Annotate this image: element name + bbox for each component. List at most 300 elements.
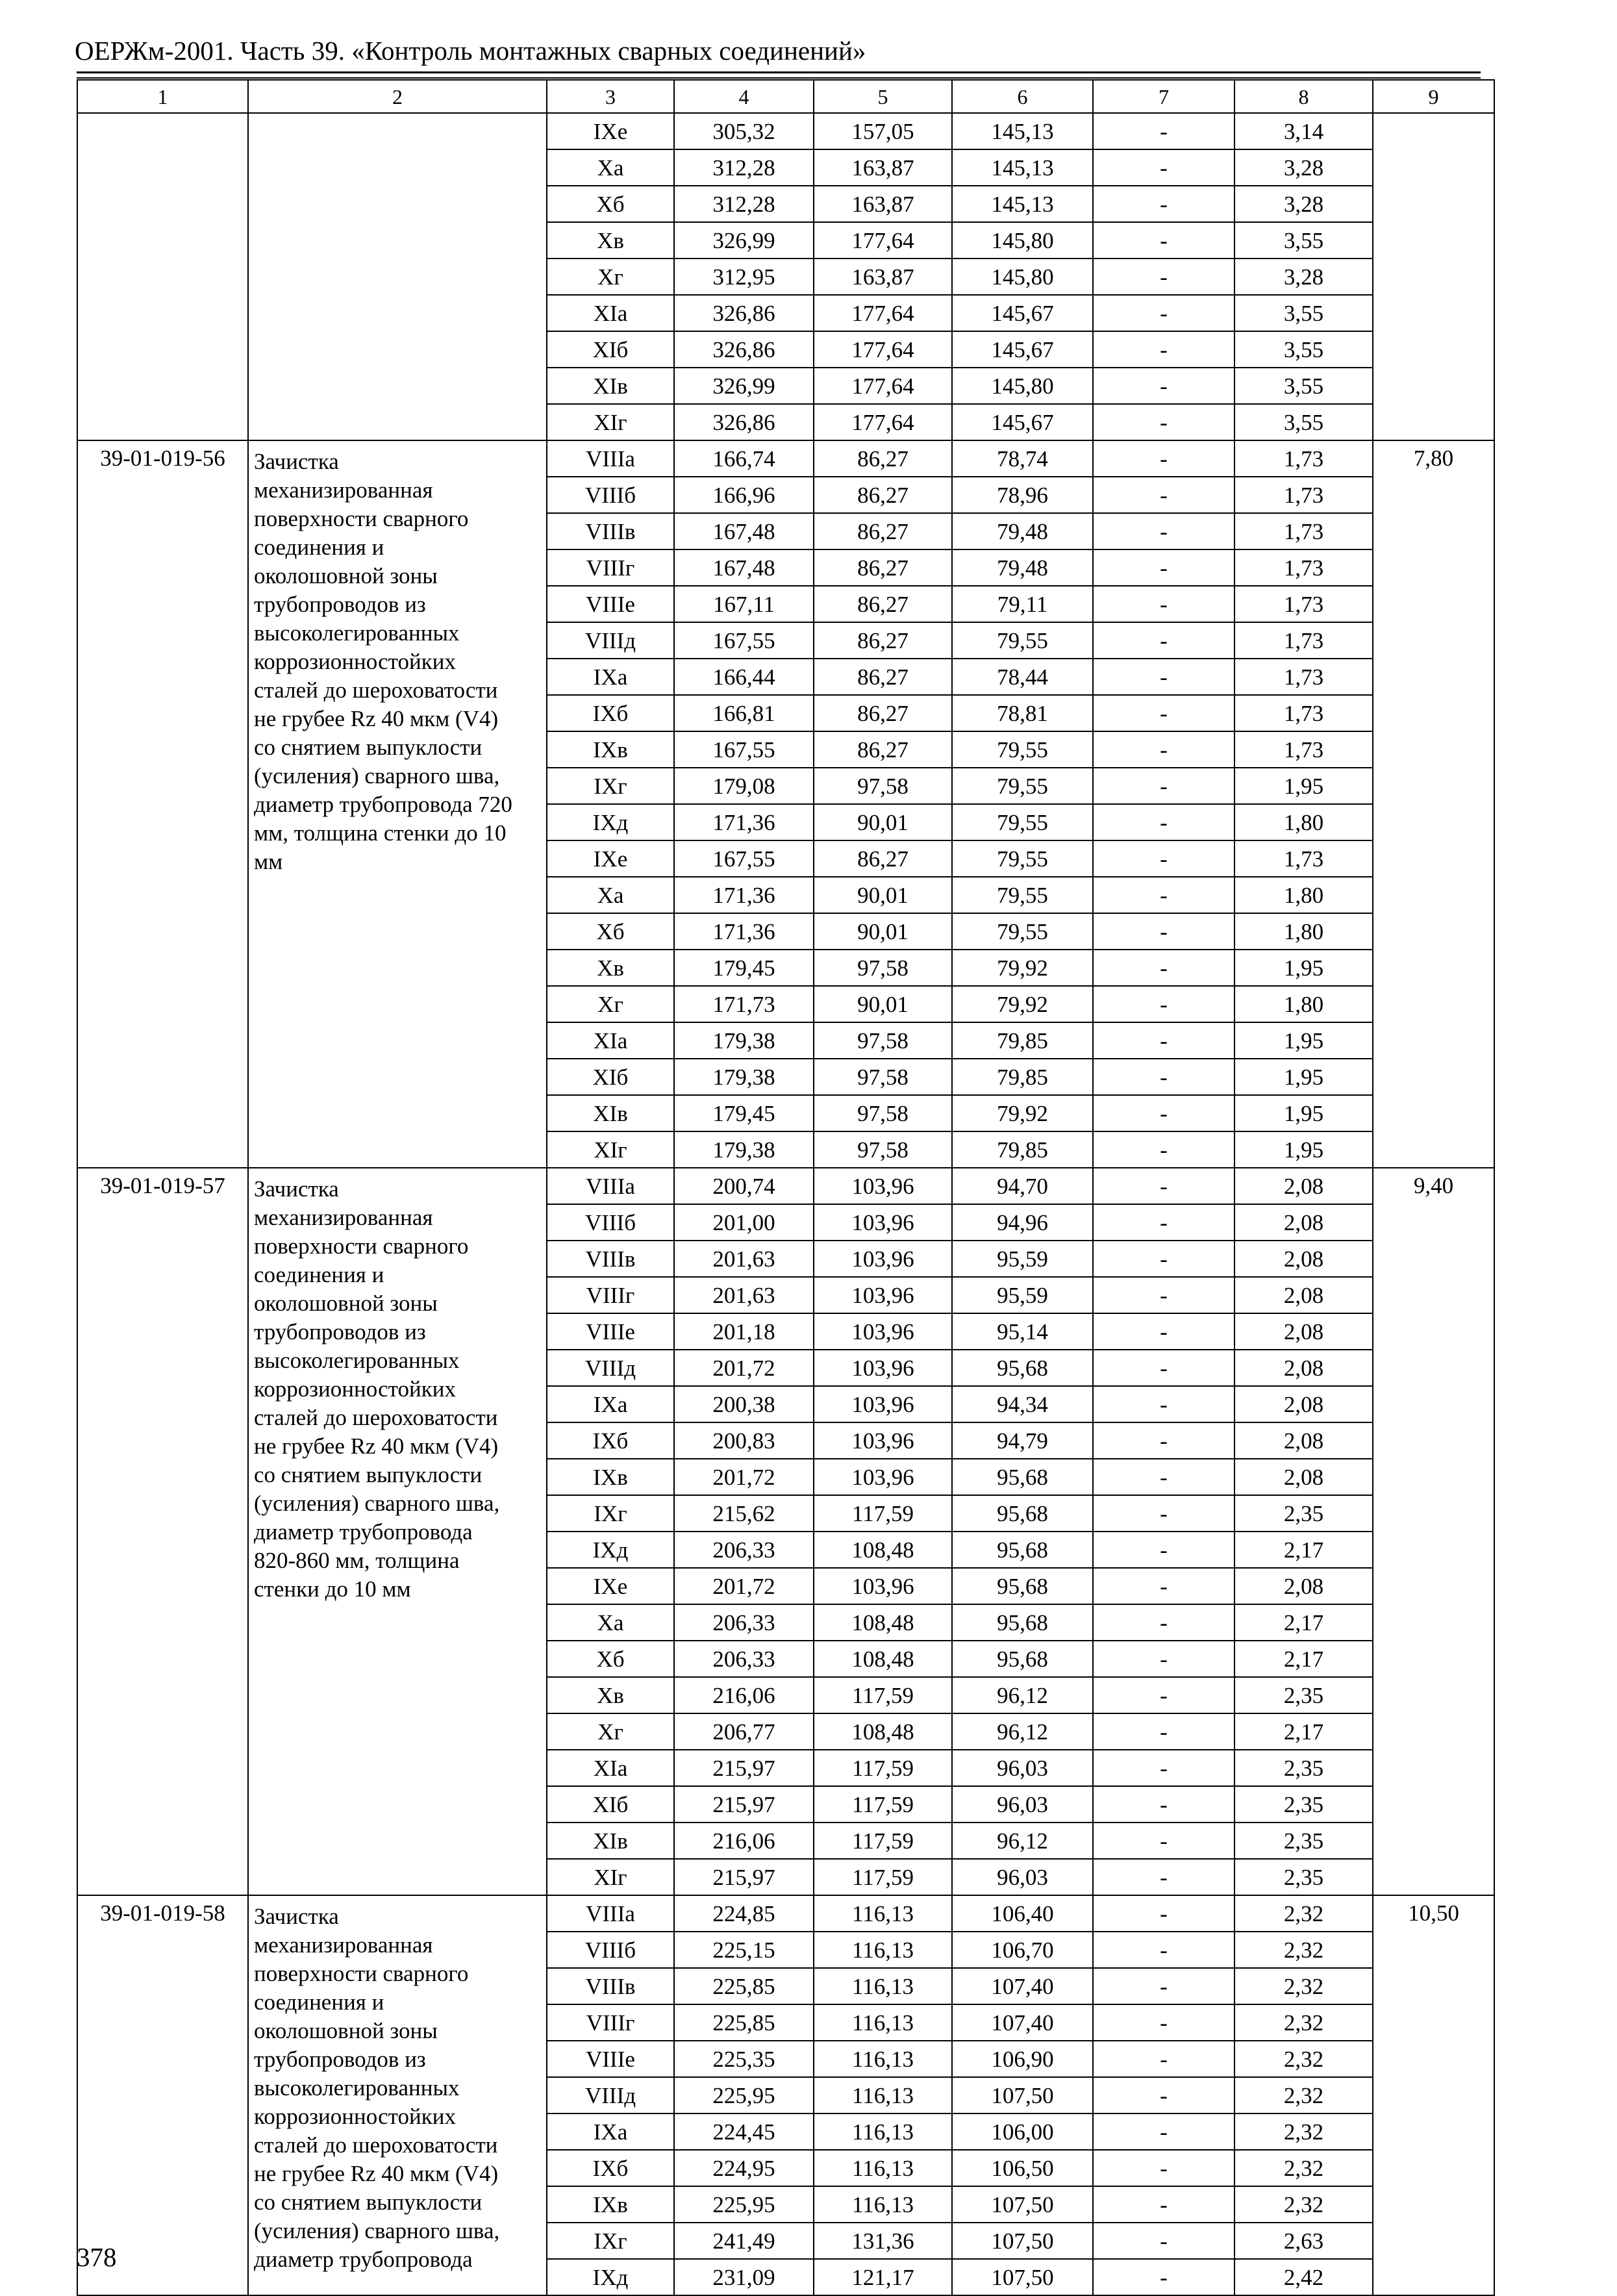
materials-cell: -	[1093, 1532, 1235, 1568]
labor-cell: 3,55	[1235, 404, 1373, 440]
materials-cell: -	[1093, 840, 1235, 877]
labor-cell: 1,73	[1235, 586, 1373, 622]
total-cell: 225,95	[674, 2077, 814, 2113]
materials-cell: -	[1093, 113, 1235, 149]
category-cell: Xг	[547, 1713, 674, 1750]
machines-cell: 96,12	[952, 1677, 1093, 1713]
category-cell: XIб	[547, 1059, 674, 1095]
machines-cell: 95,14	[952, 1313, 1093, 1350]
labor-cell: 1,73	[1235, 513, 1373, 549]
category-cell: IXб	[547, 1422, 674, 1459]
materials-cell: -	[1093, 768, 1235, 804]
labor-cell: 3,55	[1235, 331, 1373, 368]
materials-cell: -	[1093, 1168, 1235, 1204]
wages-cell: 163,87	[814, 149, 952, 186]
category-cell: Xг	[547, 986, 674, 1022]
machines-cell: 95,68	[952, 1568, 1093, 1604]
machines-cell: 96,12	[952, 1823, 1093, 1859]
materials-cell: -	[1093, 1022, 1235, 1059]
machines-cell: 78,81	[952, 695, 1093, 731]
machines-cell: 79,92	[952, 1095, 1093, 1131]
materials-cell: -	[1093, 1823, 1235, 1859]
category-cell: XIв	[547, 1095, 674, 1131]
labor-cell: 1,95	[1235, 950, 1373, 986]
materials-cell: -	[1093, 1568, 1235, 1604]
column-header: 7	[1093, 80, 1235, 113]
labor-cell: 3,28	[1235, 259, 1373, 295]
materials-cell: -	[1093, 259, 1235, 295]
category-cell: VIIIг	[547, 2004, 674, 2041]
materials-cell: -	[1093, 1677, 1235, 1713]
wages-cell: 116,13	[814, 2004, 952, 2041]
machines-cell: 94,79	[952, 1422, 1093, 1459]
wages-cell: 103,96	[814, 1313, 952, 1350]
labor-cell: 2,08	[1235, 1386, 1373, 1422]
materials-cell: -	[1093, 1241, 1235, 1277]
labor-cell: 3,55	[1235, 368, 1373, 404]
column-header: 2	[248, 80, 547, 113]
materials-cell: -	[1093, 477, 1235, 513]
wages-cell: 116,13	[814, 1895, 952, 1932]
category-cell: VIIIб	[547, 1204, 674, 1241]
machines-cell: 79,55	[952, 768, 1093, 804]
total-cell: 225,85	[674, 1968, 814, 2004]
wages-cell: 177,64	[814, 368, 952, 404]
machines-cell: 79,55	[952, 840, 1093, 877]
category-cell: VIIIб	[547, 1932, 674, 1968]
category-cell: Xа	[547, 1604, 674, 1641]
category-cell: IXг	[547, 2223, 674, 2259]
work-description-cell: Зачистка механизированная поверхности сварного соединения и околошовной зоны трубопроводов из высоколегированных коррозионностойких сталей до шероховатости не грубее Rz 40 мкм (V4) со снятием выпуклости (усиления) сварного шва, диаметр трубопровода 820-860 мм, толщина стенки до 10 мм	[248, 1168, 547, 1895]
machines-cell: 107,50	[952, 2077, 1093, 2113]
machines-cell: 145,80	[952, 259, 1093, 295]
wages-cell: 163,87	[814, 259, 952, 295]
labor-cell: 3,28	[1235, 149, 1373, 186]
category-cell: IXв	[547, 1459, 674, 1495]
labor-cell: 3,55	[1235, 222, 1373, 259]
materials-cell: -	[1093, 2223, 1235, 2259]
labor-cell: 2,42	[1235, 2259, 1373, 2295]
page-number: 378	[77, 2242, 117, 2272]
category-cell: Xв	[547, 950, 674, 986]
labor-cell: 2,32	[1235, 1895, 1373, 1932]
wages-cell: 163,87	[814, 186, 952, 222]
total-cell: 166,96	[674, 477, 814, 513]
materials-cell: -	[1093, 695, 1235, 731]
wages-cell: 108,48	[814, 1713, 952, 1750]
machines-cell: 107,50	[952, 2259, 1093, 2295]
wages-cell: 90,01	[814, 804, 952, 840]
column-header: 3	[547, 80, 674, 113]
machines-cell: 95,68	[952, 1495, 1093, 1532]
materials-cell: -	[1093, 549, 1235, 586]
category-cell: XIв	[547, 1823, 674, 1859]
machines-cell: 106,90	[952, 2041, 1093, 2077]
total-cell: 171,36	[674, 877, 814, 913]
machines-cell: 145,67	[952, 331, 1093, 368]
materials-cell: -	[1093, 2004, 1235, 2041]
wages-cell: 108,48	[814, 1604, 952, 1641]
total-cell: 206,33	[674, 1641, 814, 1677]
total-cell: 215,97	[674, 1786, 814, 1823]
total-cell: 241,49	[674, 2223, 814, 2259]
category-cell: VIIIд	[547, 622, 674, 659]
total-cell: 167,48	[674, 513, 814, 549]
machines-cell: 106,70	[952, 1932, 1093, 1968]
materials-cell: -	[1093, 659, 1235, 695]
machines-cell: 107,40	[952, 1968, 1093, 2004]
rate-code-cell: 39-01-019-56	[77, 440, 248, 1168]
wages-cell: 86,27	[814, 622, 952, 659]
category-cell: XIа	[547, 1750, 674, 1786]
labor-cell: 2,08	[1235, 1568, 1373, 1604]
total-cell: 167,11	[674, 586, 814, 622]
materials-cell: -	[1093, 804, 1235, 840]
machines-cell: 106,00	[952, 2113, 1093, 2150]
materials-cell: -	[1093, 1895, 1235, 1932]
materials-cell: -	[1093, 2041, 1235, 2077]
machines-cell: 79,85	[952, 1131, 1093, 1168]
materials-cell: -	[1093, 1350, 1235, 1386]
total-cell: 201,72	[674, 1350, 814, 1386]
column-header: 9	[1373, 80, 1494, 113]
labor-cell: 2,08	[1235, 1168, 1373, 1204]
total-cell: 179,08	[674, 768, 814, 804]
total-cell: 201,00	[674, 1204, 814, 1241]
category-cell: XIб	[547, 331, 674, 368]
labor-cell: 1,95	[1235, 768, 1373, 804]
category-cell: Xв	[547, 1677, 674, 1713]
labor-cell: 2,08	[1235, 1241, 1373, 1277]
labor-cell: 1,73	[1235, 840, 1373, 877]
column-header: 8	[1235, 80, 1373, 113]
labor-cell: 2,32	[1235, 2186, 1373, 2223]
labor-cell: 2,17	[1235, 1713, 1373, 1750]
total-cell: 326,86	[674, 295, 814, 331]
labor-cell: 1,73	[1235, 622, 1373, 659]
wages-cell: 97,58	[814, 1059, 952, 1095]
total-cell: 215,97	[674, 1750, 814, 1786]
column-header: 5	[814, 80, 952, 113]
materials-cell: -	[1093, 1641, 1235, 1677]
labor-cell: 1,80	[1235, 986, 1373, 1022]
materials-cell: -	[1093, 1750, 1235, 1786]
work-description-cell: Зачистка механизированная поверхности сварного соединения и околошовной зоны трубопроводов из высоколегированных коррозионностойких сталей до шероховатости не грубее Rz 40 мкм (V4) со снятием выпуклости (усиления) сварного шва, диаметр трубопровода 720 мм, толщина стенки до 10 мм	[248, 440, 547, 1168]
total-cell: 215,97	[674, 1859, 814, 1895]
category-cell: Xб	[547, 913, 674, 950]
machines-cell: 145,80	[952, 368, 1093, 404]
rate-code-cell: 39-01-019-57	[77, 1168, 248, 1895]
materials-cell: -	[1093, 513, 1235, 549]
wages-cell: 86,27	[814, 659, 952, 695]
total-cell: 224,85	[674, 1895, 814, 1932]
category-cell: Xб	[547, 186, 674, 222]
materials-cell: -	[1093, 877, 1235, 913]
category-cell: XIа	[547, 1022, 674, 1059]
category-cell: VIIIе	[547, 586, 674, 622]
wages-cell: 90,01	[814, 877, 952, 913]
materials-cell: -	[1093, 2259, 1235, 2295]
category-cell: IXв	[547, 731, 674, 768]
materials-cell: -	[1093, 1277, 1235, 1313]
labor-cell: 3,14	[1235, 113, 1373, 149]
work-description-cell	[248, 113, 547, 440]
materials-cell: -	[1093, 1131, 1235, 1168]
rates-table	[77, 79, 1495, 2296]
machines-cell: 79,48	[952, 513, 1093, 549]
category-cell: Xг	[547, 259, 674, 295]
labor-cell: 1,73	[1235, 731, 1373, 768]
wages-cell: 103,96	[814, 1241, 952, 1277]
total-cell: 200,74	[674, 1168, 814, 1204]
total-cell: 179,45	[674, 950, 814, 986]
wages-cell: 103,96	[814, 1277, 952, 1313]
machines-cell: 79,92	[952, 986, 1093, 1022]
materials-cell: -	[1093, 149, 1235, 186]
wages-cell: 117,59	[814, 1750, 952, 1786]
category-cell: VIIIа	[547, 1168, 674, 1204]
labor-cell: 1,73	[1235, 477, 1373, 513]
labor-cell: 2,35	[1235, 1786, 1373, 1823]
labor-cell: 2,17	[1235, 1532, 1373, 1568]
total-cell: 201,63	[674, 1277, 814, 1313]
norm-cell	[1373, 113, 1494, 440]
machines-cell: 94,96	[952, 1204, 1093, 1241]
total-cell: 167,55	[674, 622, 814, 659]
machines-cell: 96,03	[952, 1786, 1093, 1823]
labor-cell: 2,32	[1235, 2077, 1373, 2113]
total-cell: 166,81	[674, 695, 814, 731]
total-cell: 200,83	[674, 1422, 814, 1459]
wages-cell: 116,13	[814, 2041, 952, 2077]
total-cell: 206,77	[674, 1713, 814, 1750]
wages-cell: 86,27	[814, 513, 952, 549]
labor-cell: 2,32	[1235, 2150, 1373, 2186]
labor-cell: 1,95	[1235, 1095, 1373, 1131]
machines-cell: 96,03	[952, 1859, 1093, 1895]
wages-cell: 97,58	[814, 1095, 952, 1131]
total-cell: 312,28	[674, 186, 814, 222]
labor-cell: 1,95	[1235, 1059, 1373, 1095]
machines-cell: 79,92	[952, 950, 1093, 986]
wages-cell: 86,27	[814, 586, 952, 622]
materials-cell: -	[1093, 1313, 1235, 1350]
labor-cell: 2,63	[1235, 2223, 1373, 2259]
table-row	[77, 113, 1494, 149]
materials-cell: -	[1093, 586, 1235, 622]
work-description-cell: Зачистка механизированная поверхности сварного соединения и околошовной зоны трубопроводов из высоколегированных коррозионностойких сталей до шероховатости не грубее Rz 40 мкм (V4) со снятием выпуклости (усиления) сварного шва, диаметр трубопровода	[248, 1895, 547, 2295]
labor-cell: 2,32	[1235, 2004, 1373, 2041]
total-cell: 231,09	[674, 2259, 814, 2295]
machines-cell: 95,68	[952, 1604, 1093, 1641]
wages-cell: 157,05	[814, 113, 952, 149]
labor-cell: 3,55	[1235, 295, 1373, 331]
wages-cell: 90,01	[814, 986, 952, 1022]
category-cell: VIIIб	[547, 477, 674, 513]
column-header: 4	[674, 80, 814, 113]
category-cell: IXа	[547, 659, 674, 695]
labor-cell: 2,17	[1235, 1641, 1373, 1677]
materials-cell: -	[1093, 1859, 1235, 1895]
category-cell: VIIIг	[547, 549, 674, 586]
category-cell: VIIIа	[547, 440, 674, 477]
total-cell: 326,86	[674, 404, 814, 440]
category-cell: IXа	[547, 1386, 674, 1422]
norm-cell: 9,40	[1373, 1168, 1494, 1895]
machines-cell: 95,68	[952, 1459, 1093, 1495]
machines-cell: 78,74	[952, 440, 1093, 477]
machines-cell: 79,48	[952, 549, 1093, 586]
machines-cell: 145,13	[952, 113, 1093, 149]
column-number-row	[77, 80, 1494, 113]
wages-cell: 177,64	[814, 331, 952, 368]
total-cell: 225,35	[674, 2041, 814, 2077]
total-cell: 167,55	[674, 840, 814, 877]
wages-cell: 103,96	[814, 1459, 952, 1495]
labor-cell: 2,08	[1235, 1422, 1373, 1459]
total-cell: 206,33	[674, 1604, 814, 1641]
wages-cell: 108,48	[814, 1641, 952, 1677]
materials-cell: -	[1093, 440, 1235, 477]
wages-cell: 86,27	[814, 440, 952, 477]
labor-cell: 2,32	[1235, 2113, 1373, 2150]
machines-cell: 95,68	[952, 1350, 1093, 1386]
category-cell: IXд	[547, 1532, 674, 1568]
total-cell: 326,99	[674, 368, 814, 404]
machines-cell: 107,50	[952, 2186, 1093, 2223]
materials-cell: -	[1093, 1095, 1235, 1131]
materials-cell: -	[1093, 2113, 1235, 2150]
materials-cell: -	[1093, 1204, 1235, 1241]
materials-cell: -	[1093, 186, 1235, 222]
header-rule-thin	[77, 77, 1481, 79]
wages-cell: 116,13	[814, 2113, 952, 2150]
wages-cell: 116,13	[814, 2186, 952, 2223]
wages-cell: 117,59	[814, 1495, 952, 1532]
total-cell: 326,99	[674, 222, 814, 259]
wages-cell: 97,58	[814, 768, 952, 804]
machines-cell: 145,80	[952, 222, 1093, 259]
labor-cell: 1,73	[1235, 695, 1373, 731]
machines-cell: 96,03	[952, 1750, 1093, 1786]
category-cell: VIIIе	[547, 1313, 674, 1350]
wages-cell: 103,96	[814, 1568, 952, 1604]
category-cell: VIIIг	[547, 1277, 674, 1313]
materials-cell: -	[1093, 2077, 1235, 2113]
materials-cell: -	[1093, 1386, 1235, 1422]
total-cell: 201,72	[674, 1459, 814, 1495]
materials-cell: -	[1093, 1713, 1235, 1750]
total-cell: 179,38	[674, 1059, 814, 1095]
total-cell: 201,63	[674, 1241, 814, 1277]
total-cell: 224,45	[674, 2113, 814, 2150]
wages-cell: 86,27	[814, 549, 952, 586]
category-cell: IXа	[547, 2113, 674, 2150]
total-cell: 179,45	[674, 1095, 814, 1131]
column-header: 1	[77, 80, 248, 113]
total-cell: 171,36	[674, 804, 814, 840]
wages-cell: 103,96	[814, 1350, 952, 1386]
rate-code-cell	[77, 113, 248, 440]
machines-cell: 79,55	[952, 804, 1093, 840]
labor-cell: 1,73	[1235, 549, 1373, 586]
table-row	[77, 1168, 1494, 1204]
materials-cell: -	[1093, 222, 1235, 259]
category-cell: VIIIе	[547, 2041, 674, 2077]
machines-cell: 95,59	[952, 1277, 1093, 1313]
materials-cell: -	[1093, 295, 1235, 331]
machines-cell: 79,55	[952, 913, 1093, 950]
category-cell: IXг	[547, 768, 674, 804]
machines-cell: 94,34	[952, 1386, 1093, 1422]
machines-cell: 145,13	[952, 149, 1093, 186]
wages-cell: 116,13	[814, 2077, 952, 2113]
machines-cell: 79,55	[952, 622, 1093, 659]
labor-cell: 2,35	[1235, 1495, 1373, 1532]
labor-cell: 2,17	[1235, 1604, 1373, 1641]
table-row	[77, 1895, 1494, 1932]
header-rule-thick	[77, 71, 1481, 73]
wages-cell: 97,58	[814, 1022, 952, 1059]
machines-cell: 78,96	[952, 477, 1093, 513]
wages-cell: 103,96	[814, 1422, 952, 1459]
category-cell: XIв	[547, 368, 674, 404]
machines-cell: 78,44	[952, 659, 1093, 695]
total-cell: 179,38	[674, 1131, 814, 1168]
category-cell: XIг	[547, 1131, 674, 1168]
category-cell: IXе	[547, 1568, 674, 1604]
category-cell: Xа	[547, 877, 674, 913]
total-cell: 166,74	[674, 440, 814, 477]
total-cell: 225,95	[674, 2186, 814, 2223]
labor-cell: 1,95	[1235, 1131, 1373, 1168]
wages-cell: 103,96	[814, 1386, 952, 1422]
machines-cell: 94,70	[952, 1168, 1093, 1204]
labor-cell: 2,35	[1235, 1750, 1373, 1786]
category-cell: IXб	[547, 2150, 674, 2186]
category-cell: IXд	[547, 2259, 674, 2295]
total-cell: 224,95	[674, 2150, 814, 2186]
category-cell: VIIIв	[547, 1968, 674, 2004]
machines-cell: 79,85	[952, 1059, 1093, 1095]
materials-cell: -	[1093, 1932, 1235, 1968]
labor-cell: 2,35	[1235, 1823, 1373, 1859]
machines-cell: 145,13	[952, 186, 1093, 222]
materials-cell: -	[1093, 1495, 1235, 1532]
machines-cell: 79,55	[952, 731, 1093, 768]
materials-cell: -	[1093, 986, 1235, 1022]
wages-cell: 177,64	[814, 404, 952, 440]
materials-cell: -	[1093, 1459, 1235, 1495]
norm-cell: 10,50	[1373, 1895, 1494, 2295]
wages-cell: 177,64	[814, 295, 952, 331]
machines-cell: 107,40	[952, 2004, 1093, 2041]
total-cell: 179,38	[674, 1022, 814, 1059]
category-cell: VIIIд	[547, 2077, 674, 2113]
machines-cell: 106,40	[952, 1895, 1093, 1932]
labor-cell: 2,08	[1235, 1277, 1373, 1313]
materials-cell: -	[1093, 404, 1235, 440]
materials-cell: -	[1093, 731, 1235, 768]
table-body	[77, 80, 1494, 2295]
materials-cell: -	[1093, 368, 1235, 404]
table-row	[77, 440, 1494, 477]
category-cell: XIг	[547, 1859, 674, 1895]
labor-cell: 2,32	[1235, 1968, 1373, 2004]
machines-cell: 96,12	[952, 1713, 1093, 1750]
labor-cell: 2,08	[1235, 1204, 1373, 1241]
wages-cell: 86,27	[814, 840, 952, 877]
